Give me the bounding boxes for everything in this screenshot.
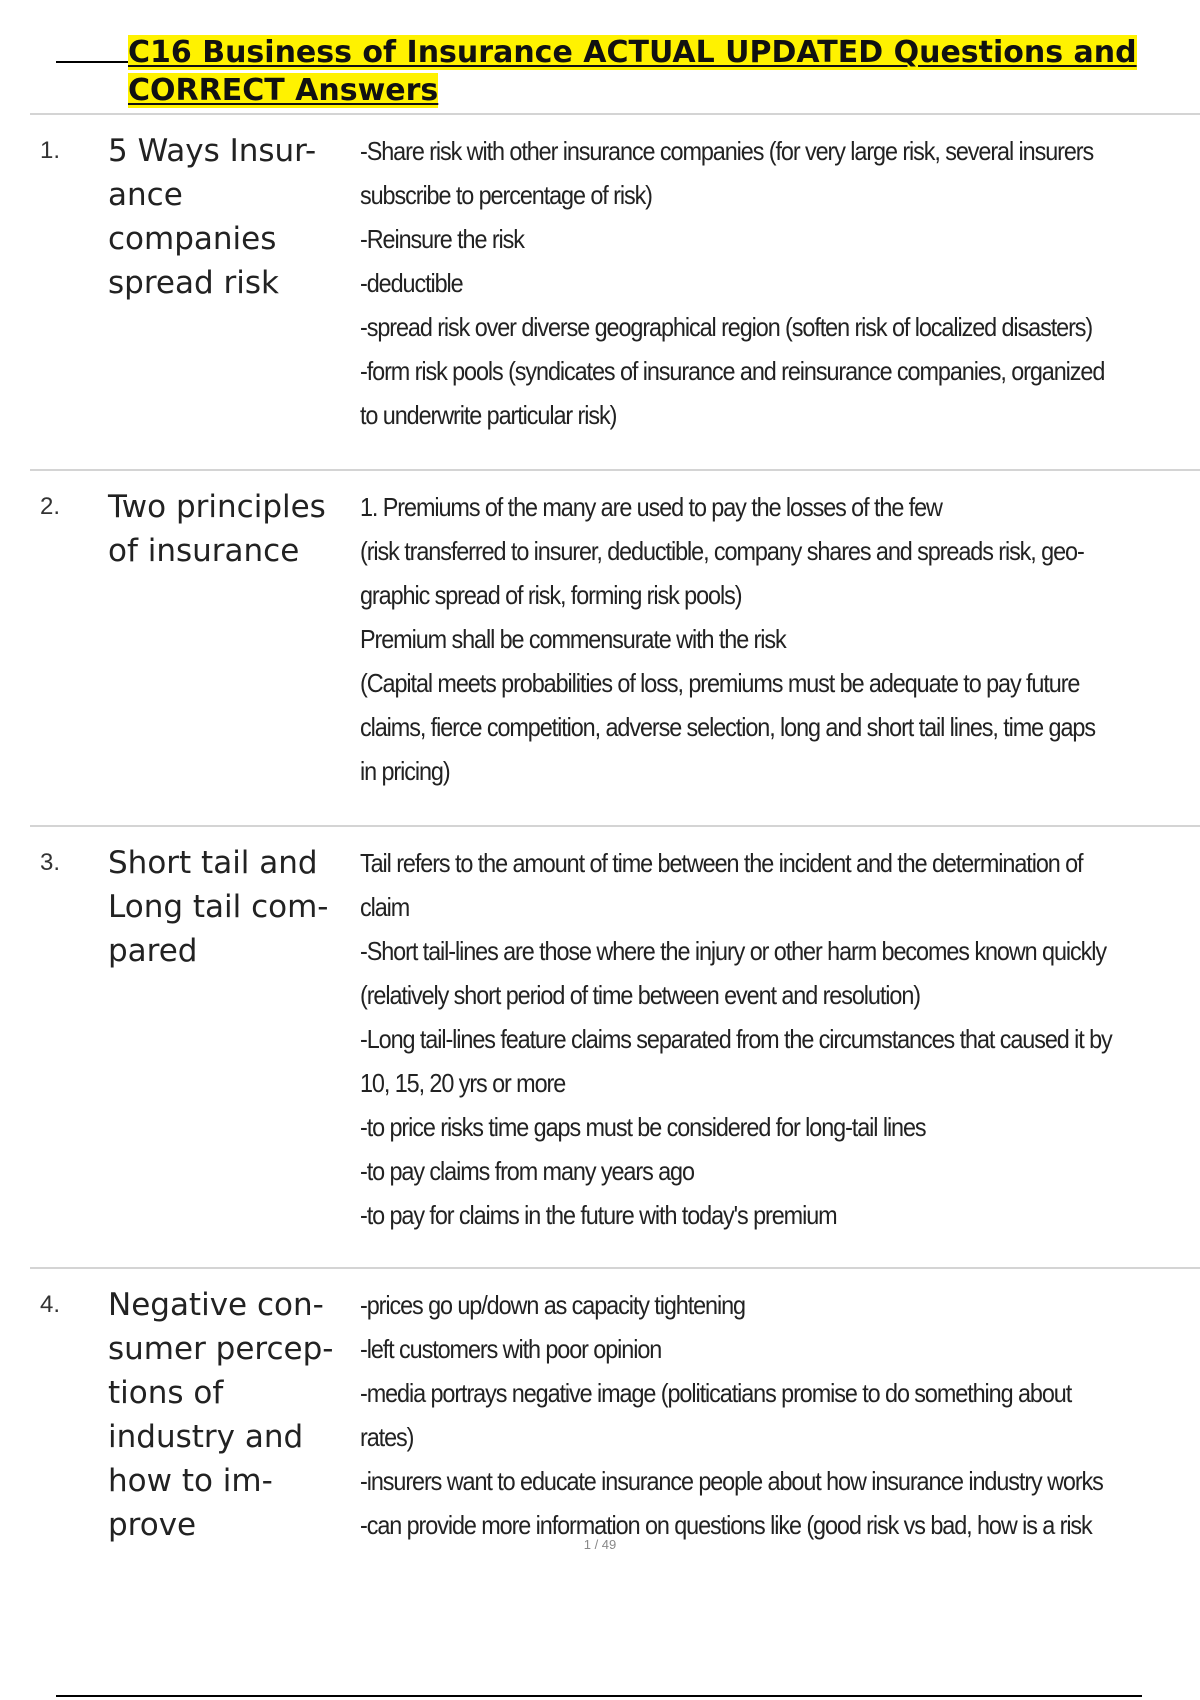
answer-line: -Reinsure the risk [360,224,524,254]
answer-line: to underwrite particular risk) [360,400,617,430]
answer-line: in pricing) [360,756,450,786]
qa-row [30,113,1200,469]
answer-line: rates) [360,1422,414,1452]
qa-row [30,469,1200,825]
answer-line: -to price risks time gaps must be considered for long-tail lines [360,1112,926,1142]
answer-text [360,485,1098,825]
answer-line: subscribe to percentage of risk) [360,180,652,210]
answer-line: -media portrays negative image (politicatians promise to do something about [360,1378,1072,1408]
answer-line: (relatively short period of time between event and resolution) [360,980,920,1010]
answer-line: 1. Premiums of the many are used to pay the losses of the few [360,492,942,522]
answer-text [360,129,1105,469]
answer-line: -to pay claims from many years ago [360,1156,694,1186]
answer-line: -left customers with poor opinion [360,1334,662,1364]
answer-line: Premium shall be commensurate with the risk [360,624,786,654]
answer-line: claim [360,892,410,922]
answer-text [360,841,1112,1267]
page-bottom-rule [56,1695,1142,1697]
answer-line: -insurers want to educate insurance people about how insurance industry works [360,1466,1103,1496]
document-title [128,34,1168,110]
answer-line: (risk transferred to insurer, deductible, company shares and spreads risk, geo- [360,536,1084,566]
item-number: 2. [40,493,61,520]
item-number: 3. [40,849,61,876]
qa-row [30,825,1200,1267]
qa-list [30,113,1200,1583]
answer-line: (Capital meets probabilities of loss, premiums must be adequate to pay future [360,668,1080,698]
answer-line: -to pay for claims in the future with today's premium [360,1200,837,1230]
answer-line: -Long tail-lines feature claims separated from the circumstances that caused it by [360,1024,1112,1054]
answer-line: 10, 15, 20 yrs or more [360,1068,566,1098]
question-text: Two principles of insurance [108,489,326,569]
question-text: Short tail and Long tail com- pared [108,845,329,969]
document-title-text: C16 Business of Insurance ACTUAL UPDATED Questions and CORRECT Answers [128,35,1137,108]
title-leader-line [56,61,132,63]
page-indicator: 1 / 49 [583,1537,617,1552]
answer-line: graphic spread of risk, forming risk pools) [360,580,742,610]
answer-line: -can provide more information on questions like (good risk vs bad, how is a risk [360,1510,1092,1540]
answer-line: -Share risk with other insurance companies (for very large risk, several insurers [360,136,1094,166]
answer-line: -form risk pools (syndicates of insurance and reinsurance companies, organized [360,356,1105,386]
item-number: 4. [40,1291,61,1318]
answer-line: -spread risk over diverse geographical region (soften risk of localized disasters) [360,312,1093,342]
answer-line: -prices go up/down as capacity tightening [360,1290,745,1320]
question-text: 5 Ways Insur- ance companies spread risk [108,133,317,301]
answer-line: claims, fierce competition, adverse selection, long and short tail lines, time gaps [360,712,1095,742]
answer-line: Tail refers to the amount of time between the incident and the determination of [360,848,1083,878]
question-text: Negative con- sumer percep- tions of industry and how to im- prove [108,1287,334,1543]
answer-line: -Short tail-lines are those where the injury or other harm becomes known quickly [360,936,1106,966]
item-number: 1. [40,137,61,164]
answer-line: -deductible [360,268,463,298]
qa-row [30,1267,1200,1583]
